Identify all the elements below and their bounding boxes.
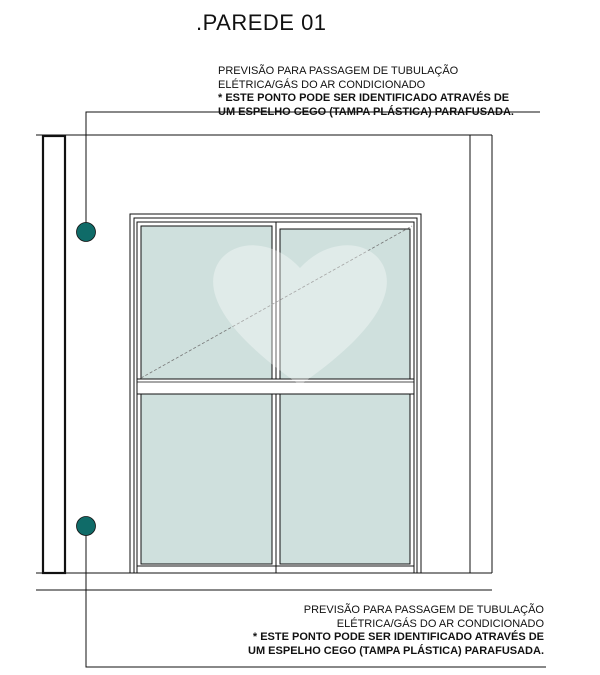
left-glass-bottom [141,394,272,564]
right-glass-bottom [280,394,410,564]
note-top-line2: ELÉTRICA/GÁS DO AR CONDICIONADO [218,78,426,91]
note-top-line3: * ESTE PONTO PODE SER IDENTIFICADO ATRAVÉS DE [218,92,510,104]
outlet-marker-bottom-icon [77,517,96,536]
note-bottom-line2: ELÉTRICA/GÁS DO AR CONDICIONADO [336,617,544,630]
outlet-marker-top-icon [77,223,96,242]
note-bottom [248,604,544,658]
note-bottom-line3: * ESTE PONTO PODE SER IDENTIFICADO ATRAVÉS DE [252,631,544,643]
left-pillar [43,136,65,573]
note-bottom-line1: PREVISÃO PARA PASSAGEM DE TUBULAÇÃO [303,604,544,616]
note-top-line4: UM ESPELHO CEGO (TAMPA PLÁSTICA) PARAFUSADA. [218,105,514,118]
note-bottom-line4: UM ESPELHO CEGO (TAMPA PLÁSTICA) PARAFUSADA. [248,644,544,657]
note-top-line1: PREVISÃO PARA PASSAGEM DE TUBULAÇÃO [218,65,459,77]
transom-rail [137,379,414,394]
drawing-title: .PAREDE 01 [196,10,327,35]
note-top [218,65,514,119]
